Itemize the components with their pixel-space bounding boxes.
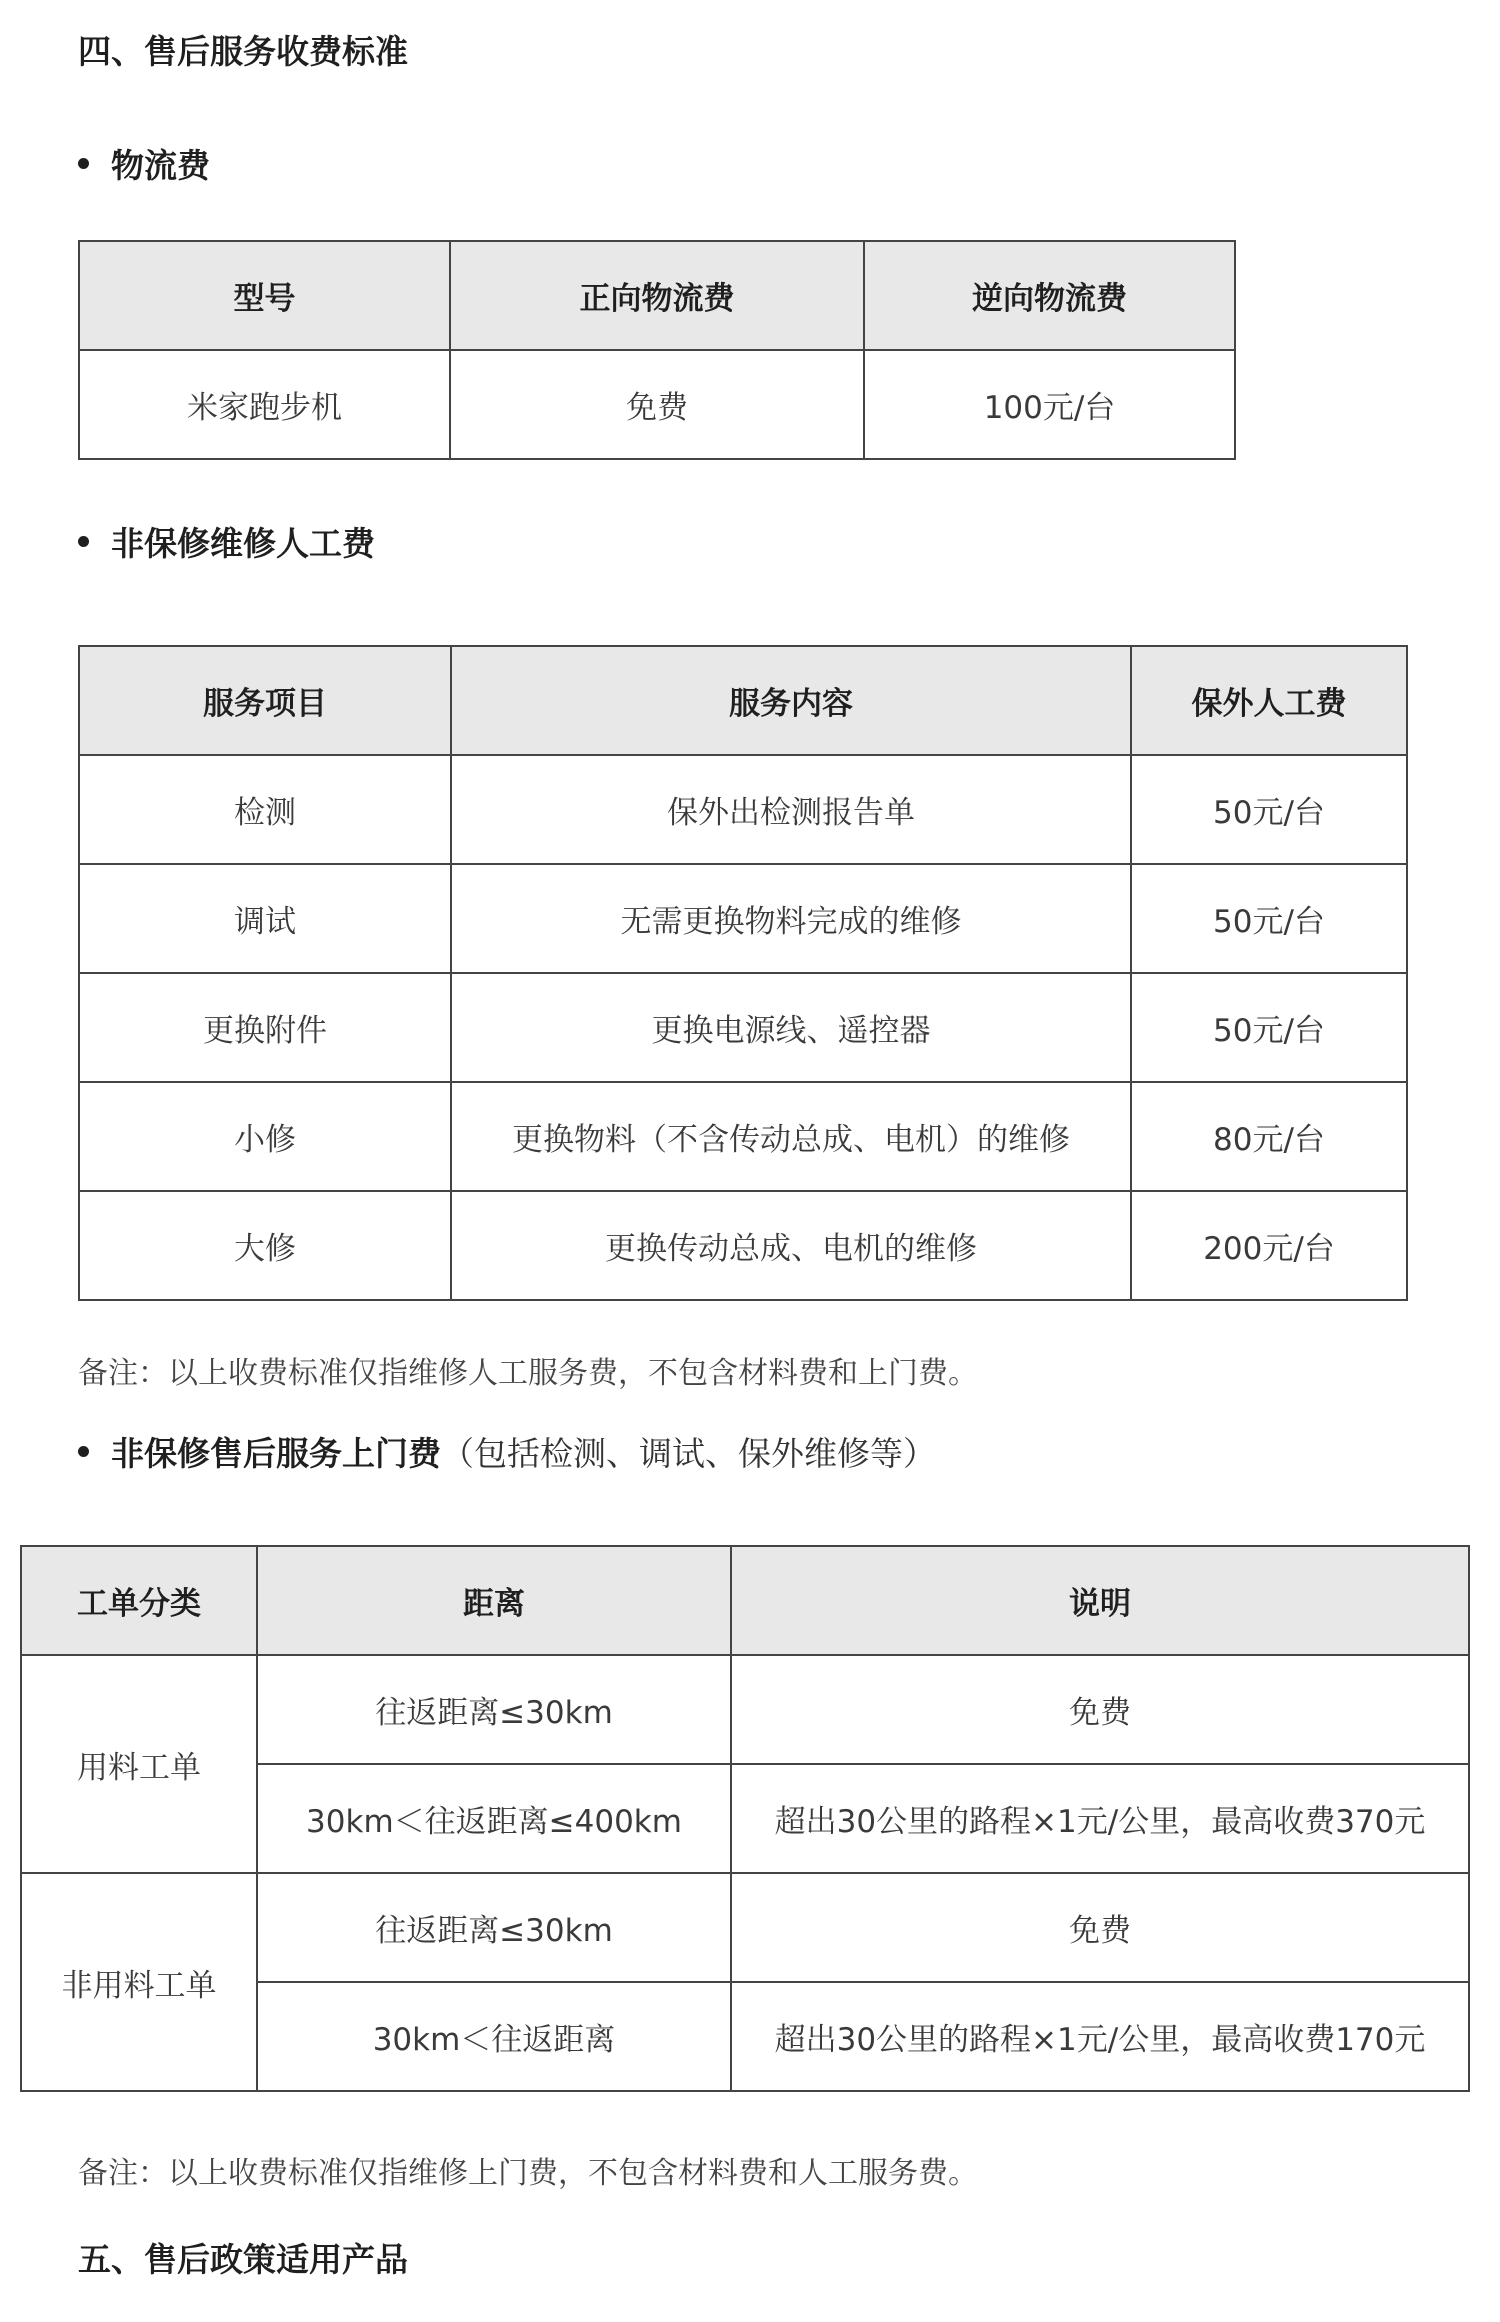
bullet-dot <box>78 158 89 169</box>
bullet-dot <box>78 1446 89 1457</box>
cell-distance: 往返距离≤30km <box>257 1655 731 1764</box>
cell-fee: 50元/台 <box>1131 864 1407 973</box>
cell-distance: 30km＜往返距离 <box>257 1982 731 2091</box>
header-service-content: 服务内容 <box>451 646 1131 755</box>
cell-description: 免费 <box>731 1655 1469 1764</box>
cell-item: 大修 <box>79 1191 451 1300</box>
labor-heading-text: 非保修维修人工费 <box>111 524 375 563</box>
cell-order-type: 用料工单 <box>21 1655 257 1873</box>
visit-heading-suffix: （包括检测、调试、保外维修等） <box>441 1434 936 1473</box>
cell-content: 更换电源线、遥控器 <box>451 973 1131 1082</box>
visit-heading <box>78 1428 936 1475</box>
visit-note: 备注：以上收费标准仅指维修上门费，不包含材料费和人工服务费。 <box>78 2156 978 2191</box>
table-header-row <box>79 646 1407 755</box>
cell-content: 保外出检测报告单 <box>451 755 1131 864</box>
cell-description: 超出30公里的路程×1元/公里，最高收费370元 <box>731 1764 1469 1873</box>
cell-description: 超出30公里的路程×1元/公里，最高收费170元 <box>731 1982 1469 2091</box>
cell-fee: 80元/台 <box>1131 1082 1407 1191</box>
table-row <box>21 1873 1469 1982</box>
labor-fee-table <box>78 645 1408 1301</box>
cell-fee: 50元/台 <box>1131 973 1407 1082</box>
table-header-row <box>21 1546 1469 1655</box>
table-row <box>79 864 1407 973</box>
labor-heading <box>78 518 375 565</box>
table-header-row <box>79 241 1235 350</box>
logistics-heading <box>78 140 210 187</box>
cell-fee: 200元/台 <box>1131 1191 1407 1300</box>
visit-heading-text: 非保修售后服务上门费 <box>111 1434 441 1473</box>
table-row <box>79 1191 1407 1300</box>
cell-content: 无需更换物料完成的维修 <box>451 864 1131 973</box>
cell-forward-fee: 免费 <box>450 350 864 459</box>
cell-content: 更换物料（不含传动总成、电机）的维修 <box>451 1082 1131 1191</box>
logistics-table <box>78 240 1236 460</box>
header-model: 型号 <box>79 241 450 350</box>
cell-fee: 50元/台 <box>1131 755 1407 864</box>
table-row <box>79 1082 1407 1191</box>
cell-content: 更换传动总成、电机的维修 <box>451 1191 1131 1300</box>
cell-item: 小修 <box>79 1082 451 1191</box>
cell-model: 米家跑步机 <box>79 350 450 459</box>
header-service-item: 服务项目 <box>79 646 451 755</box>
cell-distance: 往返距离≤30km <box>257 1873 731 1982</box>
header-description: 说明 <box>731 1546 1469 1655</box>
header-labor-fee: 保外人工费 <box>1131 646 1407 755</box>
section-4-title: 四、售后服务收费标准 <box>78 32 408 71</box>
cell-item: 调试 <box>79 864 451 973</box>
table-row <box>79 755 1407 864</box>
cell-distance: 30km＜往返距离≤400km <box>257 1764 731 1873</box>
visit-fee-table <box>20 1545 1470 2092</box>
cell-description: 免费 <box>731 1873 1469 1982</box>
header-reverse-logistics: 逆向物流费 <box>864 241 1235 350</box>
table-row <box>79 973 1407 1082</box>
header-distance: 距离 <box>257 1546 731 1655</box>
table-row <box>21 1655 1469 1764</box>
bullet-dot <box>78 536 89 547</box>
logistics-heading-text: 物流费 <box>111 146 210 185</box>
cell-item: 更换附件 <box>79 973 451 1082</box>
table-row <box>79 350 1235 459</box>
cell-reverse-fee: 100元/台 <box>864 350 1235 459</box>
header-order-type: 工单分类 <box>21 1546 257 1655</box>
labor-note: 备注：以上收费标准仅指维修人工服务费，不包含材料费和上门费。 <box>78 1356 978 1391</box>
cell-item: 检测 <box>79 755 451 864</box>
header-forward-logistics: 正向物流费 <box>450 241 864 350</box>
cell-order-type: 非用料工单 <box>21 1873 257 2091</box>
section-5-title: 五、售后政策适用产品 <box>78 2240 408 2279</box>
